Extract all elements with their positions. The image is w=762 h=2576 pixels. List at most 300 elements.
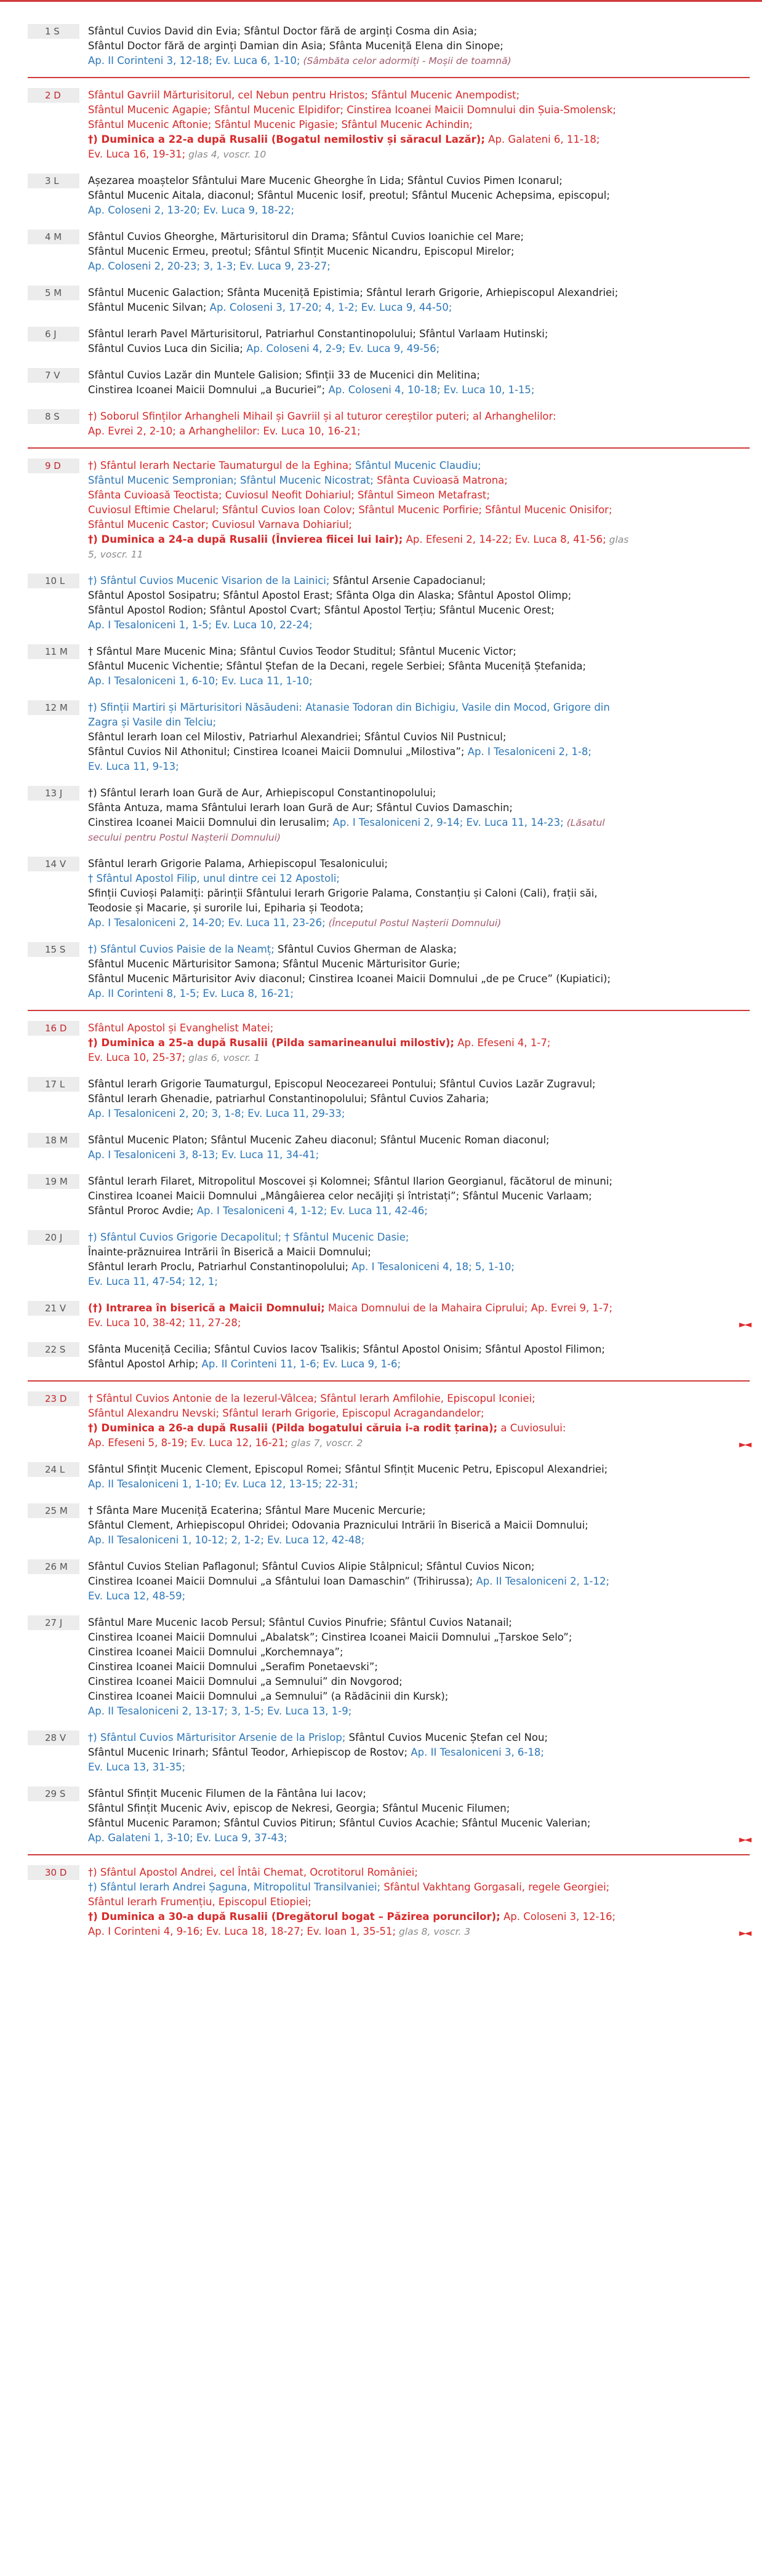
entry-link[interactable]: Sfântul Mucenic Claudiu; (351, 460, 481, 471)
entry-line (88, 342, 745, 356)
entry-link[interactable]: †) Soborul Sfinților Arhangheli Mihail și Gavriil și al tuturor cereștilor puteri; al Arhanghelilor: (88, 410, 556, 422)
entry-line (88, 1092, 745, 1106)
entry-link[interactable]: Ev. Luca 11, 42-46; (327, 1205, 428, 1217)
entry-link[interactable]: Ev. Luca 11, 29-33; (244, 1108, 345, 1119)
context-note: (Sâmbăta celor adormiți - Moșii de toamnă) (300, 55, 511, 66)
entry-link[interactable]: Ev. Luca 9, 18-22; (200, 204, 295, 216)
calendar-day-row (28, 1615, 750, 1719)
entry-line (88, 1342, 745, 1357)
entry-link[interactable]: †) Sfântul Ierarh Andrei Șaguna, Mitropolitul Transilvaniei; (88, 1881, 381, 1893)
day-date-badge: 25 M (28, 1503, 79, 1518)
entry-link[interactable]: Ap. I Corinteni 4, 9-16; (88, 1926, 203, 1937)
day-entries (88, 786, 750, 845)
entry-link[interactable]: Sfântul Mucenic Anempodist; (367, 89, 520, 101)
calendar-day-row (28, 1786, 750, 1846)
entry-link[interactable]: Sfântul Mucenic Pigasie; (211, 119, 339, 130)
entry-line (88, 1357, 745, 1372)
day-entries (88, 942, 750, 1001)
entry-text: Sfântul Ierarh Filaret, Mitropolitul Moscovei și Kolomnei; Sfântul Ilarion Georgianul, făcătorul de minuni; (88, 1175, 613, 1187)
entry-text: Sfântul Doctor fără de arginți Damian din Asia; Sfânta Muceniță Elena din Sinope; (88, 40, 503, 52)
entry-link[interactable]: Ev. Luca 12, 16-21; (187, 1437, 289, 1449)
entry-text: Sfântul Mucenic Paramon; Sfântul Cuvios Pitirun; Sfântul Cuvios Acachie; Sfântul Mucenic Valerian; (88, 1817, 591, 1829)
entry-link[interactable]: †) Sfântul Ierarh Nectarie Taumaturgul de la Eghina; (88, 460, 352, 471)
tone-note: glas 8, voscr. 3 (396, 1926, 471, 1937)
entry-line (88, 147, 745, 162)
entry-link[interactable]: Ev. Luca 9, 44-50; (358, 302, 452, 313)
entry-line (88, 1730, 745, 1745)
entry-text: Cinstirea Icoanei Maicii Domnului „a Sfântului Ioan Damaschin” (Trihirussa); (88, 1575, 473, 1587)
entry-link[interactable]: Sfântul Mucenic Agapie; (88, 104, 211, 116)
day-date-badge: 20 J (28, 1230, 79, 1245)
entry-line (88, 871, 745, 886)
calendar-day-row (28, 174, 750, 218)
entry-link[interactable]: Ev. Luca 11, 1-10; (218, 675, 313, 687)
entry-line (88, 1895, 745, 1910)
entry-text: Sfântul Sfințit Mucenic Aviv, episcop de Nekresi, Georgia; Sfântul Mucenic Filumen; (88, 1802, 510, 1814)
entry-link[interactable]: Ev. Luca 11, 34-41; (218, 1149, 319, 1161)
entry-line (88, 1477, 745, 1492)
entry-link[interactable]: Ev. Luca 10, 38-42; 11, 27-28; (88, 1317, 241, 1329)
entry-link[interactable]: Ap. II Corinteni 3, 12-18; (88, 55, 213, 66)
entry-link[interactable]: Ap. I Tesaloniceni 3, 8-13; (88, 1149, 219, 1161)
entry-link[interactable]: Ap. I Tesaloniceni 2, 20; 3, 1-8; (88, 1108, 245, 1119)
entry-link[interactable]: Ap. I Tesaloniceni 2, 1-8; (464, 746, 592, 758)
entry-text: Sfântul Cuvios Nil Athonitul; Cinstirea Icoanei Maicii Domnului „Milostiva”; (88, 746, 465, 758)
entry-line (88, 1245, 745, 1260)
entry-text: Cinstirea Icoanei Maicii Domnului „Abalatsk”; Cinstirea Icoanei Maicii Domnului „Țarskoe Selo”; (88, 1631, 572, 1643)
entry-text: Sfântul Cuvios Gherman de Alaska; (274, 943, 457, 955)
calendar-day-row (28, 1854, 750, 1939)
entry-link[interactable]: Ev. Luca 9, 37-43; (193, 1832, 287, 1844)
calendar-day-row (28, 1503, 750, 1548)
entry-link[interactable]: Ap. Galateni 6, 11-18; (484, 134, 600, 145)
entry-line (88, 901, 745, 916)
entry-link[interactable]: Sfânta Cuvioasă Matrona; (373, 474, 508, 486)
entry-link[interactable]: †) Duminica a 25-a după Rusalii (Pilda samarineanului milostiv); (88, 1037, 454, 1049)
entry-link[interactable]: Ap. Coloseni 3, 17-20; 4, 1-2; (206, 302, 358, 313)
entry-line (88, 1533, 745, 1548)
entry-link[interactable]: Maica Domnului de la Mahaira Ciprului; (324, 1302, 528, 1314)
entry-text: Sfântul Cuvios Luca din Sicilia; (88, 343, 243, 354)
entry-link[interactable]: Ap. I Tesaloniceni 2, 14-20; (88, 917, 225, 929)
entry-line (88, 118, 745, 132)
day-entries (88, 230, 750, 274)
entry-line (88, 1589, 745, 1604)
entry-link[interactable]: Sfântul Cuvios Ioan Colov; (219, 504, 356, 516)
entry-link[interactable]: Ap. Efeseni 2, 14-22; (403, 534, 512, 545)
entry-link[interactable]: Sfântul Ierarh Frumențiu, Episcopul Etiopiei; (88, 1896, 311, 1908)
day-date-badge: 1 S (28, 24, 79, 39)
entry-link[interactable]: Ap. Evrei 2, 2-10; (88, 425, 176, 437)
entry-link[interactable]: Sfântul Alexandru Nevski; (88, 1407, 220, 1419)
entry-link[interactable]: †) Duminica a 30-a după Rusalii (Dregătorul bogat – Păzirea poruncilor); (88, 1911, 500, 1922)
entry-link[interactable]: Sfânta Cuvioasă Teoctista; (88, 489, 222, 501)
entry-line (88, 730, 745, 745)
entry-link[interactable]: Cuviosul Neofit Dohiariul; (222, 489, 355, 501)
entry-text: Sfântul Proroc Avdie; (88, 1205, 194, 1217)
day-entries (88, 24, 750, 68)
day-entries (88, 458, 750, 562)
entry-line (88, 300, 745, 315)
entry-link[interactable]: Ev. Luca 11, 9-13; (88, 761, 179, 772)
entry-line (88, 1021, 745, 1036)
entry-line (88, 1391, 745, 1406)
entry-link[interactable]: † Sfântul Cuvios Antonie de la Iezerul-Vâlcea; (88, 1393, 318, 1404)
entry-link[interactable]: Ap. II Tesaloniceni 2, 13-17; 3, 1-5; (88, 1705, 264, 1717)
entry-link[interactable]: Ev. Luca 12, 48-59; (88, 1590, 186, 1602)
entry-link[interactable]: Ev. Luca 9, 1-6; (319, 1358, 401, 1370)
entry-link[interactable]: Ev. Luca 13, 1-9; (263, 1705, 352, 1717)
entry-link[interactable]: Ev. Luca 8, 16-21; (199, 988, 294, 999)
calendar-day-row (28, 1559, 750, 1604)
entry-text: Cinstirea Icoanei Maicii Domnului „a Semnului” (a Rădăcinii din Kursk); (88, 1690, 449, 1702)
calendar-day-row (28, 1230, 750, 1289)
entry-link[interactable]: Sfântul Mucenic Aftonie; (88, 119, 212, 130)
entry-line (88, 618, 745, 633)
entry-link[interactable]: Ev. Luca 18, 18-27; (203, 1926, 304, 1937)
day-entries (88, 1174, 750, 1218)
entry-link[interactable]: Ev. Luca 11, 14-23; (463, 817, 564, 828)
entry-text: Sfântul Mucenic Vichentie; Sfântul Ștefan de la Decani, regele Serbiei; Sfânta Muceniță Ștefanida; (88, 660, 587, 672)
entry-link[interactable]: Ev. Luca 10, 22-24; (212, 619, 313, 631)
entry-link[interactable]: Ev. Luca 10, 1-15; (440, 384, 535, 396)
entry-link[interactable]: Ev. Luca 8, 41-56; (511, 534, 606, 545)
entry-line (88, 458, 745, 473)
calendar-day-row (28, 857, 750, 930)
entry-line (88, 1559, 745, 1574)
day-entries (88, 700, 750, 774)
calendar-day-row (28, 1301, 750, 1330)
day-date-badge: 13 J (28, 786, 79, 801)
entry-line (88, 103, 745, 118)
entry-link[interactable]: Ap. II Corinteni 8, 1-5; (88, 988, 200, 999)
entry-line (88, 488, 745, 503)
romania-feast-icon: ►◄ (739, 1319, 750, 1330)
entry-line (88, 745, 745, 759)
entry-link[interactable]: Ev. Luca 13, 31-35; (88, 1761, 186, 1773)
calendar-day-row (28, 1077, 750, 1121)
day-entries (88, 1730, 750, 1775)
entry-link[interactable]: a Cuviosului: (497, 1422, 566, 1434)
day-date-badge: 8 S (28, 409, 79, 424)
day-date-badge: 22 S (28, 1342, 79, 1357)
entry-link[interactable]: †) Sfinții Martiri și Mărturisitori Năsăudeni: Atanasie Todoran din Bichigiu, Vasile din Mocod, Grigore din (88, 702, 610, 713)
entry-line (88, 574, 745, 588)
entry-link[interactable]: Sfântul Gavriil Mărturisitorul, cel Nebun pentru Hristos; (88, 89, 368, 101)
entry-line (88, 532, 745, 547)
calendar-list (0, 24, 762, 1939)
calendar-day-row (28, 1174, 750, 1218)
entry-link[interactable]: †) Duminica a 22-a după Rusalii (Bogatul nemilostiv și săracul Lazăr); (88, 134, 485, 145)
entry-line (88, 1816, 745, 1831)
entry-text: Sfântul Cuvios Lazăr din Muntele Galision; Sfinții 33 de Mucenici din Melitina; (88, 369, 480, 381)
entry-link[interactable]: Ap. I Tesaloniceni 2, 9-14; (329, 817, 463, 828)
entry-link[interactable]: Ap. Efeseni 4, 1-7; (454, 1037, 551, 1049)
entry-link[interactable]: Sfântul Mucenic Semproniаn; (88, 474, 237, 486)
entry-line (88, 259, 745, 274)
entry-line (88, 1801, 745, 1816)
day-date-badge: 23 D (28, 1391, 79, 1406)
entry-link[interactable]: †) Sfântul Apostol Andrei, cel Întâi Chemat, Ocrotitorul României; (88, 1866, 418, 1878)
entry-link[interactable]: Ap. Coloseni 2, 13-20; (88, 204, 201, 216)
calendar-day-row (28, 786, 750, 845)
day-entries (88, 1230, 750, 1289)
entry-link[interactable]: (†) Intrarea în biserică a Maicii Domnului; (88, 1302, 325, 1314)
calendar-day-row (28, 327, 750, 356)
entry-link[interactable]: Ap. I Tesaloniceni 1, 1-5; (88, 619, 212, 631)
romania-feast-icon: ►◄ (739, 1834, 750, 1845)
day-date-badge: 6 J (28, 327, 79, 342)
entry-link[interactable]: †) Sfântul Cuvios Paisie de la Neamț; (88, 943, 275, 955)
entry-text: Înainte-prăznuirea Intrării în Biserică a Maicii Domnului; (88, 1246, 371, 1258)
entry-link[interactable]: Ap. II Tesaloniceni 1, 10-12; 2, 1-2; (88, 1534, 264, 1546)
day-date-badge: 15 S (28, 942, 79, 957)
tone-note: 5, voscr. 11 (88, 549, 143, 560)
entry-link[interactable]: Ap. Coloseni 3, 12-16; (500, 1911, 616, 1922)
entry-link[interactable]: a Arhanghelilor: Ev. Luca 10, 16-21; (175, 425, 361, 437)
entry-line (88, 1148, 745, 1162)
entry-text: Cinstirea Icoanei Maicii Domnului „Mângâierea celor necăjiți și întristați”; Sfântul Mucenic Varlaam; (88, 1190, 592, 1202)
entry-line (88, 368, 745, 383)
entry-link[interactable]: Sfântul Vakhtang Gorgasali, regele Georgiei; (380, 1881, 610, 1893)
entry-link[interactable]: Ap. Coloseni 2, 20-23; 3, 1-3; (88, 260, 236, 272)
entry-line (88, 1689, 745, 1704)
day-date-badge: 5 M (28, 286, 79, 300)
entry-line (88, 503, 745, 518)
entry-line (88, 1880, 745, 1895)
entry-link[interactable]: Sfântul Mucenic Porfirie; (355, 504, 482, 516)
context-note: (Începutul Postul Nașterii Domnului) (325, 918, 502, 929)
day-date-badge: 17 L (28, 1077, 79, 1092)
entry-line (88, 1503, 745, 1518)
entry-line (88, 801, 745, 815)
entry-line (88, 1406, 745, 1421)
calendar-day-row (28, 230, 750, 274)
entry-link[interactable]: Ev. Luca 11, 23-26; (225, 917, 326, 929)
entry-line (88, 886, 745, 901)
entry-text: Sfânta Antuza, mama Sfântului Ierarh Ioan Gură de Aur; Sfântul Cuvios Damaschin; (88, 802, 513, 814)
entry-link[interactable]: Sfântul Mucenic Nicostrat; (236, 474, 374, 486)
entry-link[interactable]: Ap. I Tesaloniceni 4, 18; 5, 1-10; (348, 1261, 515, 1273)
day-date-badge: 11 M (28, 644, 79, 659)
calendar-day-row (28, 1010, 750, 1065)
entry-text: Sfântul Mucenic Galaction; Sfânta Muceniță Epistimia; Sfântul Ierarh Grigorie, Arhiepiscopul Alexandriei; (88, 287, 619, 298)
entry-link[interactable]: Sfântul Mucenic Achindin; (338, 119, 473, 130)
entry-line (88, 1615, 745, 1630)
entry-line (88, 857, 745, 871)
entry-line (88, 1436, 745, 1450)
entry-line (88, 1745, 745, 1760)
entry-line (88, 942, 745, 957)
entry-line (88, 715, 745, 730)
entry-text: † Sfânta Mare Muceniță Ecaterina; Sfântul Mare Mucenic Mercurie; (88, 1505, 426, 1516)
entry-line (88, 203, 745, 218)
entry-link[interactable]: Ap. II Tesaloniceni 3, 6-18; (407, 1746, 544, 1758)
calendar-day-row (28, 409, 750, 439)
day-date-badge: 7 V (28, 368, 79, 383)
entry-text: Sfântul Mucenic Platon; Sfântul Mucenic Zaheu diaconul; Sfântul Mucenic Roman diaconul; (88, 1134, 550, 1146)
entry-text: Sfinții Cuvioși Palamiți: părinții Sfântului Ierarh Grigorie Palama, Constanțiu și Caloni (Cali), frații săi, (88, 887, 598, 899)
entry-link[interactable]: † Sfântul Mucenic Dasie; (281, 1231, 409, 1243)
entry-line (88, 916, 745, 930)
entry-link[interactable]: Ap. II Tesaloniceni 2, 1-12; (473, 1575, 610, 1587)
entry-link[interactable]: Ev. Luca 11, 47-54; 12, 1; (88, 1276, 218, 1287)
entry-link[interactable]: Ap. Evrei 9, 1-7; (527, 1302, 613, 1314)
context-note: (Lăsatul (563, 817, 605, 828)
entry-line (88, 409, 745, 424)
entry-line (88, 39, 745, 54)
day-date-badge: 4 M (28, 230, 79, 244)
entry-line (88, 972, 745, 986)
entry-link[interactable]: †) Sfântul Cuvios Grigorie Decapolitul; (88, 1231, 282, 1243)
entry-link[interactable]: Ap. I Tesaloniceni 1, 6-10; (88, 675, 219, 687)
day-entries (88, 1077, 750, 1121)
entry-line (88, 1674, 745, 1689)
entry-link[interactable]: Ev. Luca 9, 49-56; (345, 343, 440, 354)
entry-link[interactable]: Ev. Luca 12, 13-15; 22-31; (221, 1478, 358, 1490)
entry-text: Sfântul Mucenic Aitala, diaconul; Sfântul Mucenic Iosif, preotul; Sfântul Mucenic Achepsima, episcopul; (88, 190, 610, 201)
entry-line (88, 1301, 745, 1316)
day-entries (88, 1021, 750, 1065)
day-entries (88, 644, 750, 689)
entry-line (88, 588, 745, 603)
entry-link[interactable]: †) Duminica a 24-a după Rusalii (Învierea fiicei lui Iair); (88, 534, 403, 545)
calendar-day-row (28, 1342, 750, 1372)
entry-link[interactable]: Ev. Luca 9, 23-27; (236, 260, 331, 272)
calendar-day-row (28, 1462, 750, 1492)
entry-text: Sfântul Cuvios Mucenic Ștefan cel Nou; (345, 1732, 548, 1743)
entry-line (88, 1230, 745, 1245)
entry-line (88, 1174, 745, 1189)
calendar-day-row (28, 1730, 750, 1775)
day-date-badge: 12 M (28, 700, 79, 715)
entry-link[interactable]: Sfântul Ierarh Amfilohie, Episcopul Iconiei; (317, 1393, 535, 1404)
entry-link[interactable]: Sfântul Apostol și Evanghelist Matei; (88, 1022, 274, 1034)
entry-text: Sfântul Cuvios David din Evia; Sfântul Doctor fără de arginți Cosma din Asia; (88, 25, 478, 37)
day-date-badge: 30 D (28, 1865, 79, 1880)
entry-link[interactable]: Sfântul Mucenic Elpidifor; (211, 104, 344, 116)
entry-line (88, 830, 745, 845)
romania-feast-icon: ►◄ (739, 1927, 750, 1938)
entry-link[interactable]: Cuviosul Varnava Dohiariul; (209, 519, 352, 530)
entry-link[interactable]: Ev. Luca 10, 25-37; (88, 1052, 186, 1063)
day-entries (88, 1342, 750, 1372)
tone-note: glas 4, voscr. 10 (185, 149, 267, 160)
calendar-day-row (28, 77, 750, 162)
entry-line (88, 1630, 745, 1645)
day-entries (88, 857, 750, 930)
entry-link[interactable]: Sfântul Simeon Metafrast; (354, 489, 490, 501)
entry-link[interactable]: Ev. Ioan 1, 35-51; (303, 1926, 396, 1937)
entry-text: Sfântul Mucenic Ermeu, preotul; Sfântul Sfințit Mucenic Nicandru, Episcopul Mirelor; (88, 246, 515, 257)
entry-text: Sfântul Cuvios Stelian Paflagonul; Sfântul Cuvios Alipie Stâlpnicul; Sfântul Cuvios Nicon; (88, 1561, 535, 1572)
entry-link[interactable]: Sfântul Mucenic Onisifor; (481, 504, 612, 516)
entry-link[interactable]: Ap. Galateni 1, 3-10; (88, 1832, 193, 1844)
entry-line (88, 659, 745, 674)
entry-link[interactable]: Cinstirea Icoanei Maicii Domnului din Șuia-Smolensk; (343, 104, 616, 116)
entry-text: Sfântul Mucenic Silvan; (88, 302, 207, 313)
entry-text: Cinstirea Icoanei Maicii Domnului „a Bucuriei”; (88, 384, 326, 396)
day-date-badge: 3 L (28, 174, 79, 188)
entry-line (88, 1865, 745, 1880)
entry-text: Cinstirea Icoanei Maicii Domnului din Ierusalim; (88, 817, 330, 828)
calendar-day-row (28, 1133, 750, 1162)
entry-line (88, 1316, 745, 1330)
entry-line (88, 986, 745, 1001)
tone-note: glas 6, voscr. 1 (185, 1052, 260, 1063)
entry-line (88, 54, 745, 68)
entry-link[interactable]: †) Sfântul Cuvios Mucenic Visarion de la Lainici; (88, 575, 330, 586)
entry-line (88, 700, 745, 715)
calendar-day-row (28, 286, 750, 315)
day-entries (88, 368, 750, 398)
entry-text: Teodosie și Macarie, și surorile lui, Epiharia și Teodota; (88, 902, 364, 914)
entry-line (88, 1786, 745, 1801)
entry-link[interactable]: Ev. Luca 12, 42-48; (263, 1534, 365, 1546)
entry-link[interactable]: †) Duminica a 26-a după Rusalii (Pilda bogatului căruia i-a rodit țarina); (88, 1422, 498, 1434)
entry-line (88, 1660, 745, 1674)
calendar-day-row (28, 700, 750, 774)
entry-text: Sfântul Mucenic Irinarh; Sfântul Teodor, Arhiepiscop de Rostov; (88, 1746, 408, 1758)
entry-link[interactable]: Ap. Efeseni 5, 8-19; (88, 1437, 188, 1449)
entry-line (88, 518, 745, 532)
entry-text: Sfântul Apostol Arhip; (88, 1358, 199, 1370)
entry-text: † Sfântul Mare Mucenic Mina; Sfântul Cuvios Teodor Studitul; Sfântul Mucenic Victor; (88, 646, 516, 657)
entry-line (88, 674, 745, 689)
entry-link[interactable]: Cuviosul Eftimie Chelarul; (88, 504, 219, 516)
calendar-day-row (28, 942, 750, 1001)
day-entries (88, 1301, 750, 1330)
entry-text: Cinstirea Icoanei Maicii Domnului „Serafim Ponetaevski”; (88, 1661, 378, 1673)
entry-link[interactable]: Ap. Coloseni 4, 2-9; (243, 343, 346, 354)
entry-line (88, 1106, 745, 1121)
day-date-badge: 18 M (28, 1133, 79, 1148)
day-date-badge: 9 D (28, 458, 79, 473)
entry-link[interactable]: Ap. II Tesaloniceni 1, 1-10; (88, 1478, 222, 1490)
entry-link[interactable]: Ap. I Tesaloniceni 4, 1-12; (193, 1205, 327, 1217)
entry-text: Sfântul Mucenic Mărturisitor Samona; Sfântul Mucenic Mărturisitor Gurie; (88, 958, 460, 970)
entry-text: Sfântul Ierarh Ghenadie, patriarhul Constantinopolului; Sfântul Cuvios Zaharia; (88, 1093, 489, 1105)
entry-link[interactable]: † Sfântul Apostol Filip, unul dintre cei 12 Apostoli; (88, 873, 340, 884)
entry-line (88, 1421, 745, 1436)
entry-line (88, 1760, 745, 1775)
entry-link[interactable]: Zagra și Vasile din Telciu; (88, 716, 217, 728)
entry-link[interactable]: Ap. Coloseni 4, 10-18; (325, 384, 441, 396)
calendar-day-row (28, 574, 750, 633)
entry-text: Sfântul Ierarh Grigorie Taumaturgul, Episcopul Neocezareei Pontului; Sfântul Cuvios Lazăr Zugravul; (88, 1078, 596, 1090)
entry-text: Sfântul Ierarh Grigorie Palama, Arhiepiscopul Tesalonicului; (88, 858, 388, 870)
entry-link[interactable]: Ap. II Corinteni 11, 1-6; (198, 1358, 320, 1370)
entry-line (88, 1910, 745, 1924)
day-date-badge: 26 M (28, 1559, 79, 1574)
entry-line (88, 1518, 745, 1533)
day-entries (88, 327, 750, 356)
entry-link[interactable]: †) Sfântul Cuvios Mărturisitor Arsenie de la Prislop; (88, 1732, 346, 1743)
entry-text: Sfântul Ierarh Ioan cel Milostiv, Patriarhul Alexandriei; Sfântul Cuvios Nil Pustnicul; (88, 731, 507, 743)
calendar-day-row (28, 447, 750, 562)
entry-text: Așezarea moaștelor Sfântului Mare Mucenic Gheorghe în Lida; Sfântul Cuvios Pimen Iconarul; (88, 175, 563, 186)
entry-text: Sfântul Cuvios Gheorghe, Mărturisitorul din Drama; Sfântul Cuvios Ioanichie cel Mare; (88, 231, 524, 242)
entry-link[interactable]: Sfântul Mucenic Castor; (88, 519, 209, 530)
entry-link[interactable]: Ev. Luca 16, 19-31; (88, 148, 186, 160)
entry-link[interactable]: Ev. Luca 6, 1-10; (212, 55, 300, 66)
entry-line (88, 286, 745, 300)
entry-line (88, 88, 745, 103)
entry-line (88, 473, 745, 488)
day-entries (88, 574, 750, 633)
day-date-badge: 24 L (28, 1462, 79, 1477)
entry-link[interactable]: Sfântul Ierarh Grigorie, Episcopul Acragandandelor; (219, 1407, 484, 1419)
